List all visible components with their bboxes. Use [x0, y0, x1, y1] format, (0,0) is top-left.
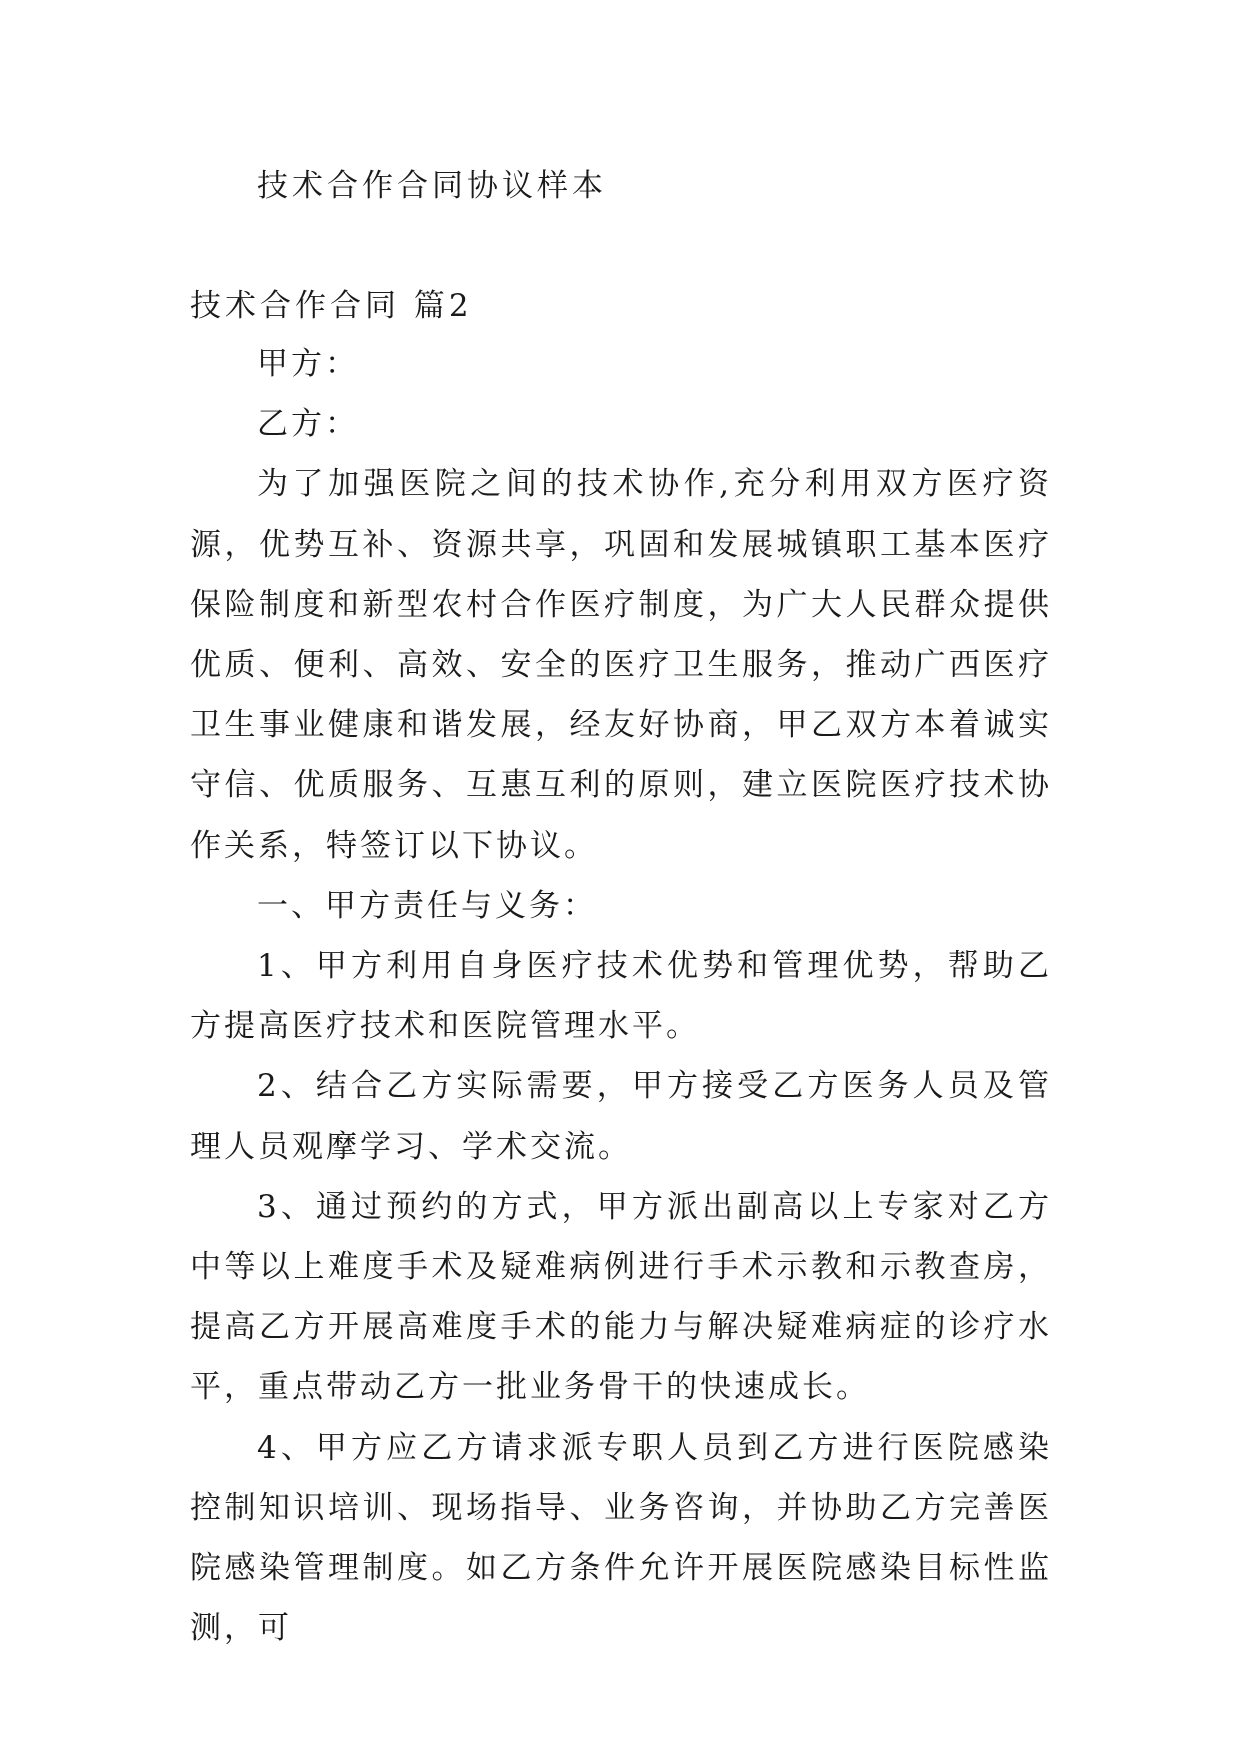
clause-1: 1、甲方利用自身医疗技术优势和管理优势，帮助乙方提高医疗技术和医院管理水平。: [190, 948, 1052, 1045]
section-one-heading: 一、甲方责任与义务：: [257, 887, 597, 924]
clause-3: 3、通过预约的方式，甲方派出副高以上专家对乙方中等以上难度手术及疑难病例进行手术示教和示教查房，提高乙方开展高难度手术的能力与解决疑难病症的诊疗水平，重点带动乙方一批业务骨干的快速成长。: [190, 1188, 1052, 1406]
preamble-paragraph: 为了加强医院之间的技术协作,充分利用双方医疗资源，优势互补、资源共享，巩固和发展城镇职工基本医疗保险制度和新型农村合作医疗制度，为广大人民群众提供优质、便利、高效、安全的医疗卫生服务，推动广西医疗卫生事业健康和谐发展，经友好协商，甲乙双方本着诚实守信、优质服务、互惠互利的原则，建立医院医疗技术协作关系，特签订以下协议。: [190, 466, 1052, 864]
document-title: 技术合作合同协议样本: [257, 168, 607, 204]
section-heading: 技术合作合同 篇2: [190, 288, 473, 324]
clause-4: 4、甲方应乙方请求派专职人员到乙方进行医院感染控制知识培训、现场指导、业务咨询，并协助乙方完善医院感染管理制度。如乙方条件允许开展医院感染目标性监测，可: [190, 1429, 1052, 1647]
clause-2: 2、结合乙方实际需要，甲方接受乙方医务人员及管理人员观摩学习、学术交流。: [190, 1068, 1052, 1165]
party-a-line: 甲方：: [257, 346, 359, 382]
document-body: [190, 334, 1052, 1658]
party-b-line: 乙方：: [257, 406, 359, 443]
